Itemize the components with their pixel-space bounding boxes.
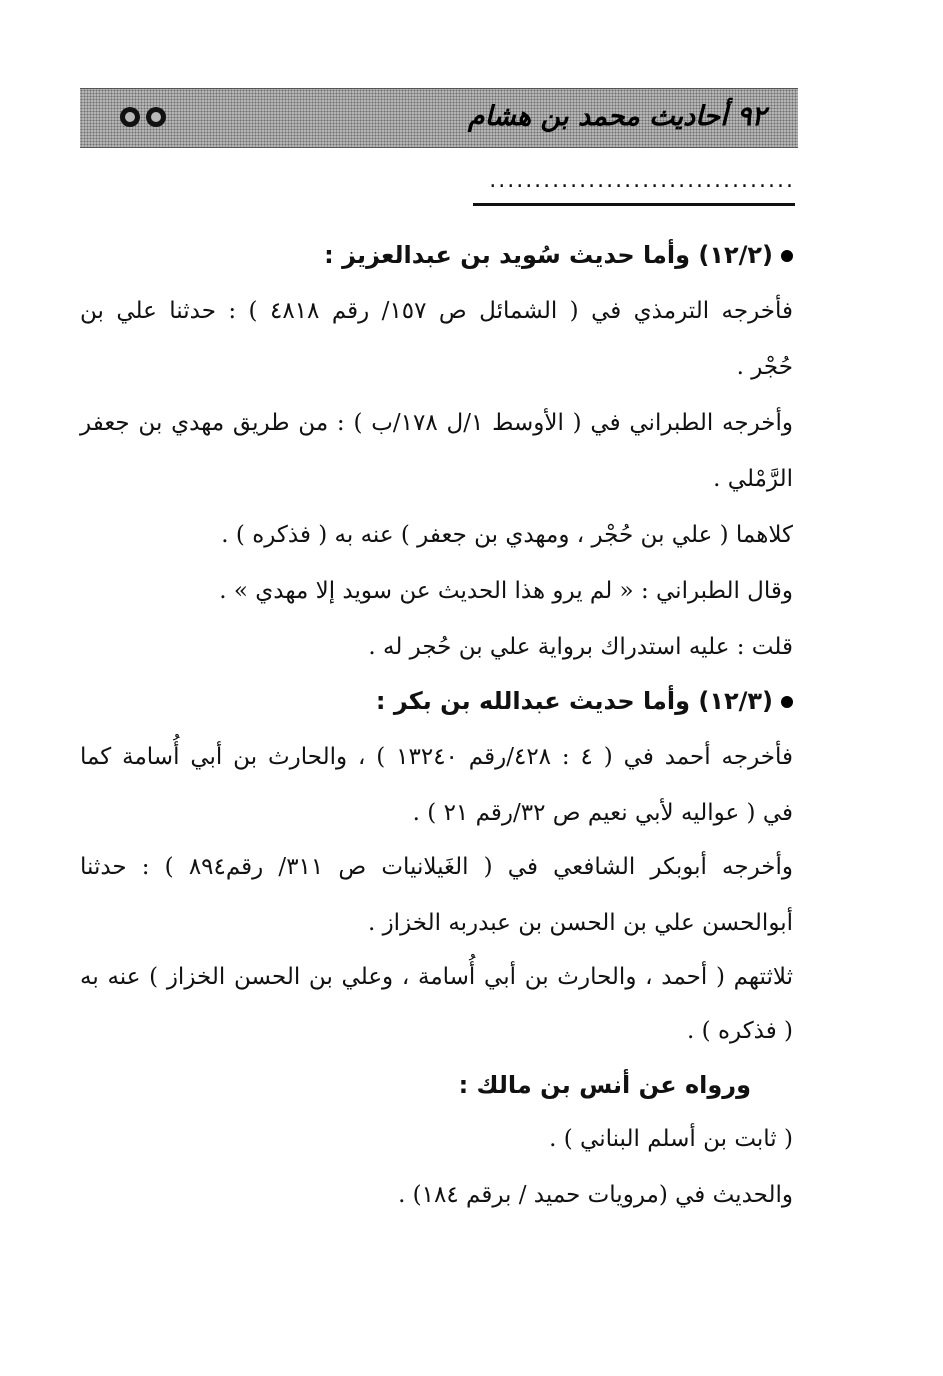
text-line: والحديث في (مرويات حميد / برقم ١٨٤) . — [398, 1182, 793, 1208]
section-heading: (١٢/٢) وأما حديث سُويد بن عبدالعزيز : — [324, 240, 793, 270]
bullet-icon — [781, 250, 793, 262]
subheading: ورواه عن أنس بن مالك : — [458, 1071, 751, 1099]
page-number: ٩٢ — [736, 101, 766, 132]
text-line: في ( عواليه لأبي نعيم ص ٣٢/رقم ٢١ ) . — [412, 800, 793, 826]
text-line: الرَّمْلي . — [713, 466, 793, 492]
text-line: أبوالحسن علي بن الحسن بن عبدربه الخزاز . — [367, 910, 793, 936]
text-line: ثلاثتهم ( أحمد ، والحارث بن أبي أُسامة ، وعلي بن الحسن الخزاز ) عنه به — [80, 964, 793, 990]
text-line: ( فذكره ) . — [687, 1018, 793, 1044]
text-line: كلاهما ( علي بن حُجْر ، ومهدي بن جعفر ) عنه به ( فذكره ) . — [221, 522, 793, 548]
section-heading: (١٢/٣) وأما حديث عبدالله بن بكر : — [376, 686, 793, 716]
text-line: فأخرجه الترمذي في ( الشمائل ص ١٥٧/ رقم ٤٨١٨ ) : حدثنا علي بن — [80, 298, 793, 324]
text-line: حُجْر . — [736, 354, 793, 380]
separator-rule — [473, 203, 795, 206]
text-line: فأخرجه أحمد في ( ٤ : ٤٢٨/رقم ١٣٢٤٠ ) ، والحارث بن أبي أُسامة كما — [80, 744, 794, 770]
text-line: وأخرجه الطبراني في ( الأوسط ١/ل ١٧٨/ب ) : من طريق مهدي بن جعفر — [80, 410, 793, 436]
bullet-icon — [781, 696, 793, 708]
text-line: قلت : عليه استدراك برواية علي بن حُجر له . — [368, 634, 793, 660]
text-line: وأخرجه أبوبكر الشافعي في ( الغَيلانيات ص ٣١١/ رقم٨٩٤ ) : حدثنا — [80, 854, 794, 880]
ornament-icon — [118, 105, 170, 129]
page-header — [80, 88, 798, 148]
separator-dots: .................................. — [489, 168, 795, 193]
running-header — [468, 101, 766, 132]
text-line: ( ثابت بن أسلم البناني ) . — [549, 1126, 793, 1152]
book-title: أحاديث محمد بن هشام — [467, 101, 728, 132]
text-line: وقال الطبراني : « لم يرو هذا الحديث عن سويد إلا مهدي » . — [219, 578, 793, 604]
